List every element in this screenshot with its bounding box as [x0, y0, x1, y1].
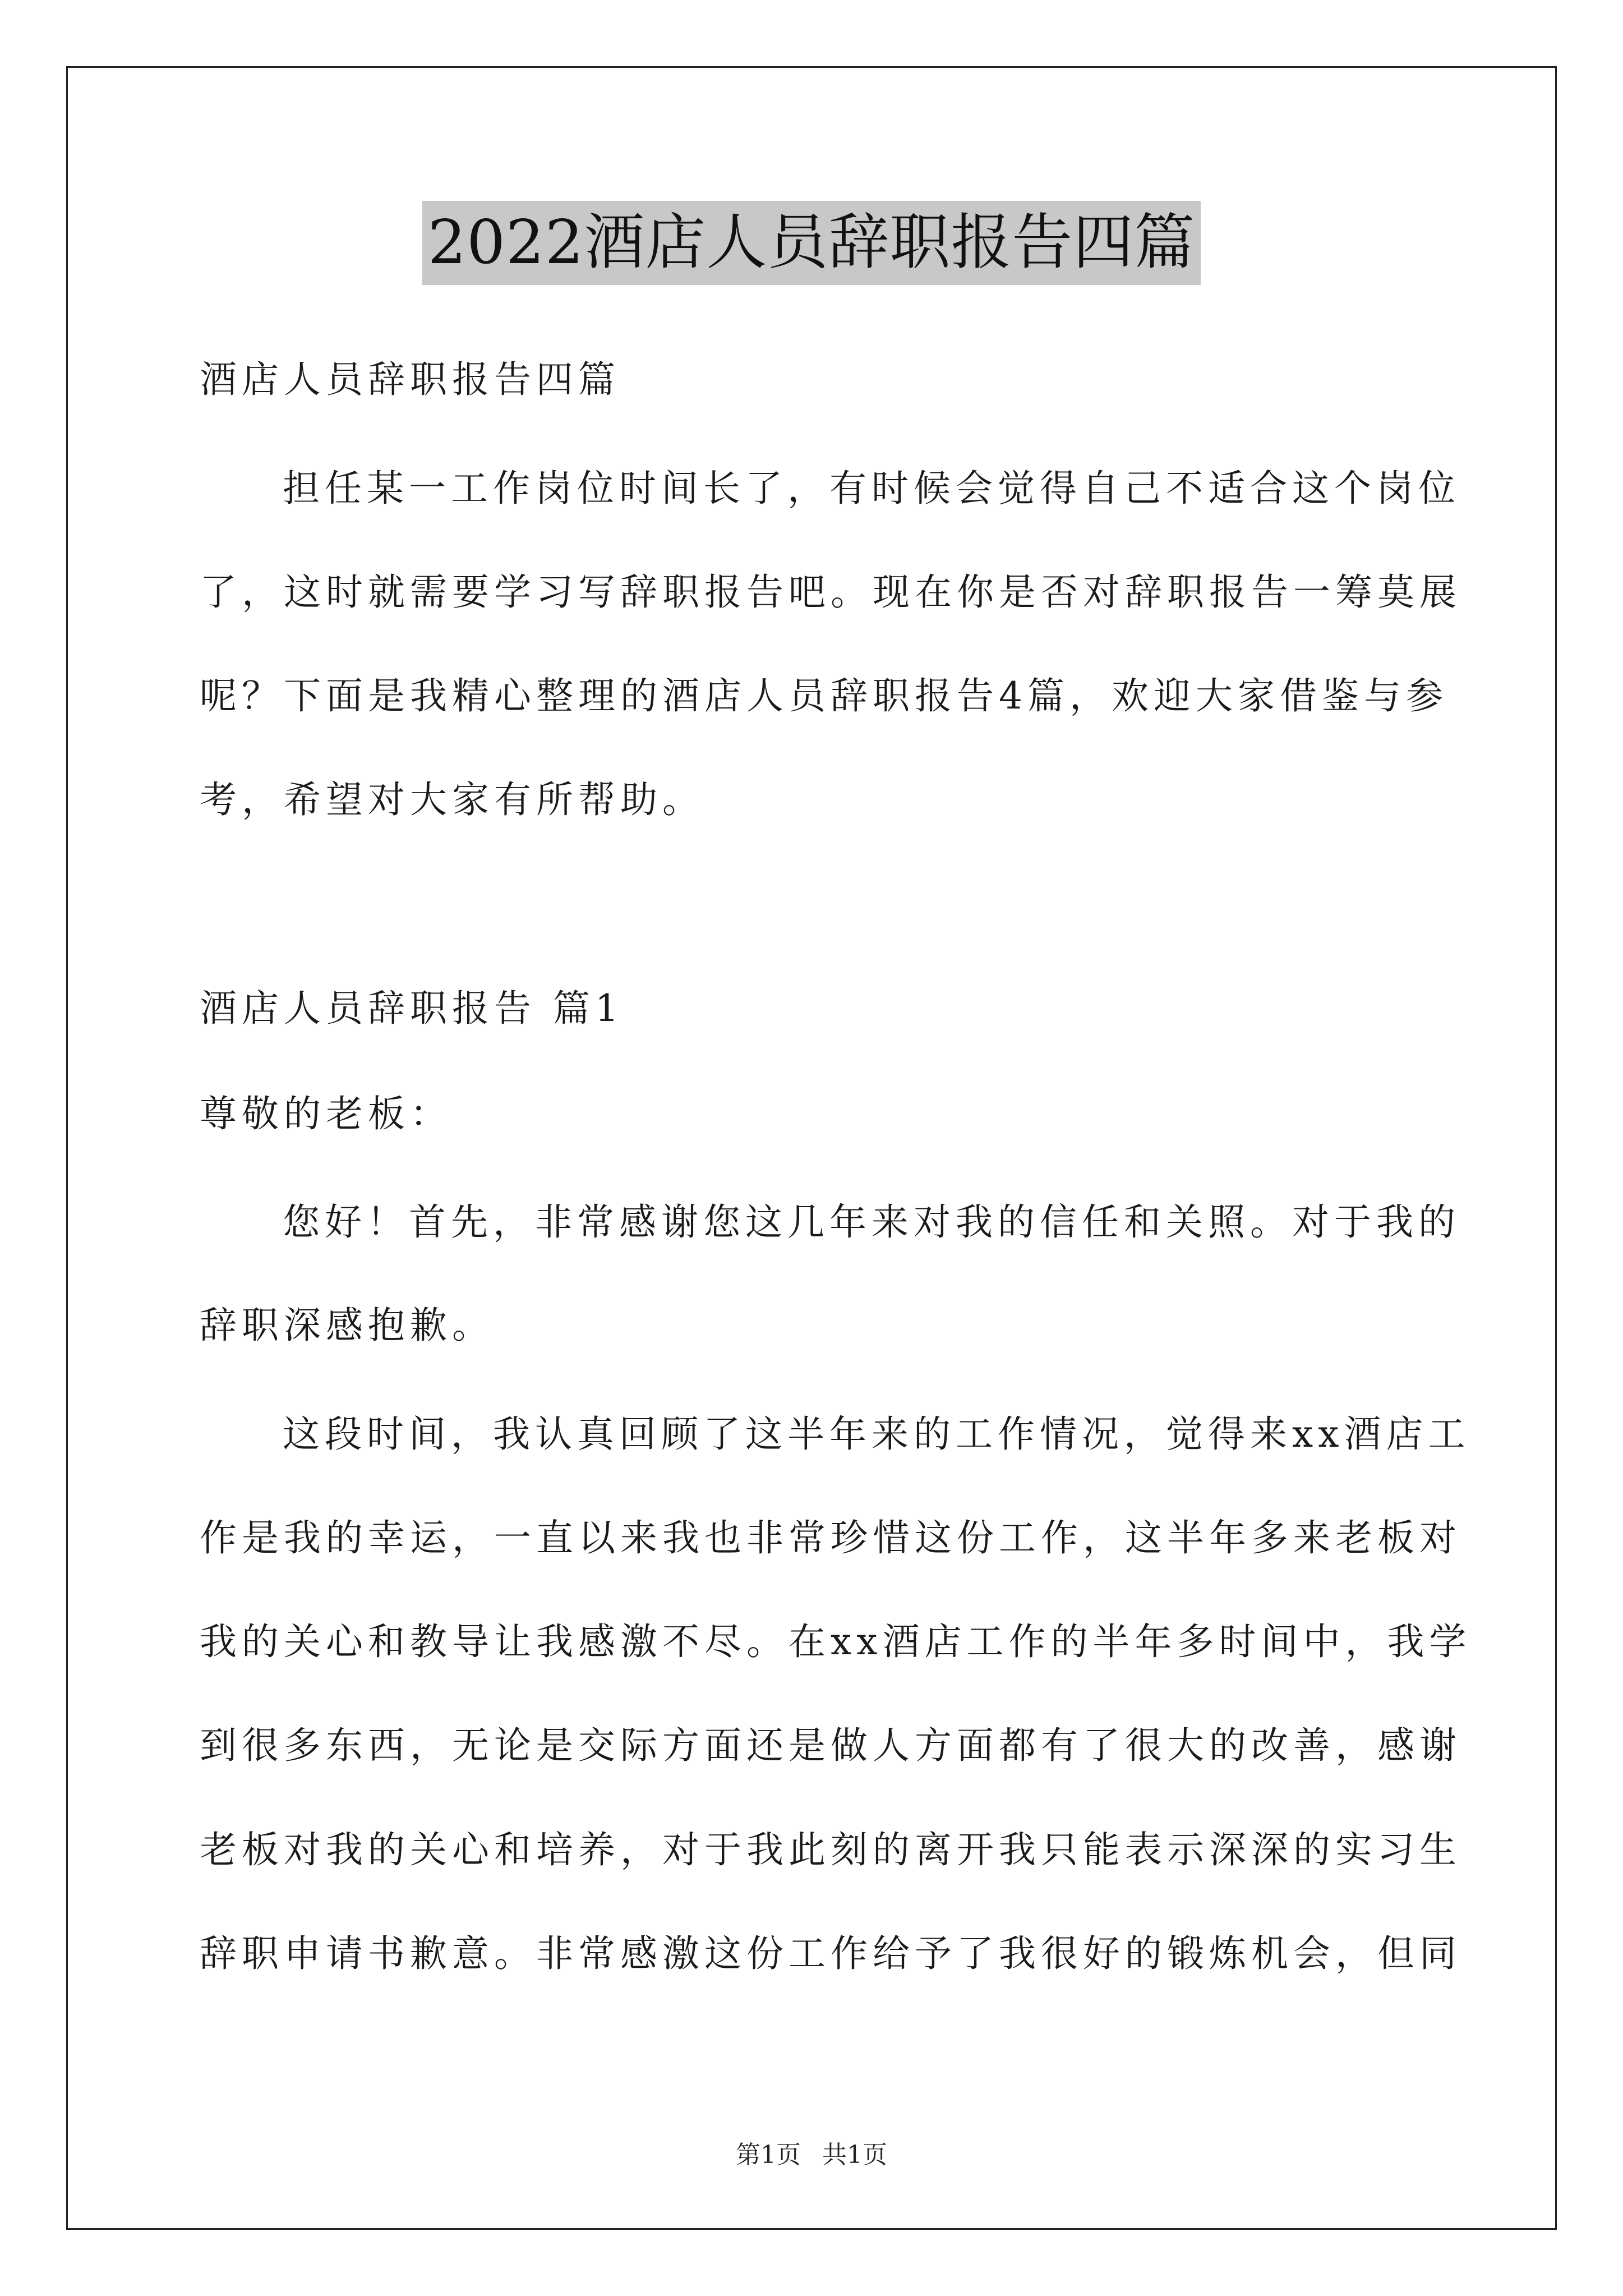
section-heading: 酒店人员辞职报告 篇1 [200, 987, 624, 1030]
page-footer [0, 2138, 1623, 2172]
para2-line-5: 老板对我的关心和培养，对于我此刻的离开我只能表示深深的实习生 [200, 1828, 1461, 1871]
para1-line-1: 您好！首先，非常感谢您这几年来对我的信任和关照。对于我的 [283, 1200, 1460, 1244]
para2-line-1: 这段时间，我认真回顾了这半年来的工作情况，觉得来xx酒店工 [283, 1412, 1470, 1456]
intro-line-4: 考，希望对大家有所帮助。 [200, 778, 704, 821]
para2-line-4: 到很多东西，无论是交际方面还是做人方面都有了很大的改善，感谢 [200, 1724, 1461, 1767]
para2-line-6: 辞职申请书歉意。非常感激这份工作给予了我很好的锻炼机会，但同 [200, 1932, 1461, 1975]
intro-line-3: 呢？下面是我精心整理的酒店人员辞职报告4篇，欢迎大家借鉴与参 [200, 674, 1448, 717]
page-total: 共1页 [822, 2141, 887, 2169]
para1-line-2: 辞职深感抱歉。 [200, 1304, 494, 1347]
para2-line-3: 我的关心和教导让我感激不尽。在xx酒店工作的半年多时间中，我学 [200, 1620, 1472, 1663]
document-title: 2022酒店人员辞职报告四篇 [422, 201, 1201, 285]
intro-line-2: 了，这时就需要学习写辞职报告吧。现在你是否对辞职报告一筹莫展 [200, 570, 1461, 614]
intro-line-1: 担任某一工作岗位时间长了，有时候会觉得自己不适合这个岗位 [283, 467, 1460, 510]
document-subtitle: 酒店人员辞职报告四篇 [200, 358, 620, 401]
title-container [0, 201, 1623, 285]
para2-line-2: 作是我的幸运，一直以来我也非常珍惜这份工作，这半年多来老板对 [200, 1516, 1461, 1559]
page-number: 第1页 [736, 2141, 801, 2169]
salutation: 尊敬的老板： [200, 1092, 452, 1135]
